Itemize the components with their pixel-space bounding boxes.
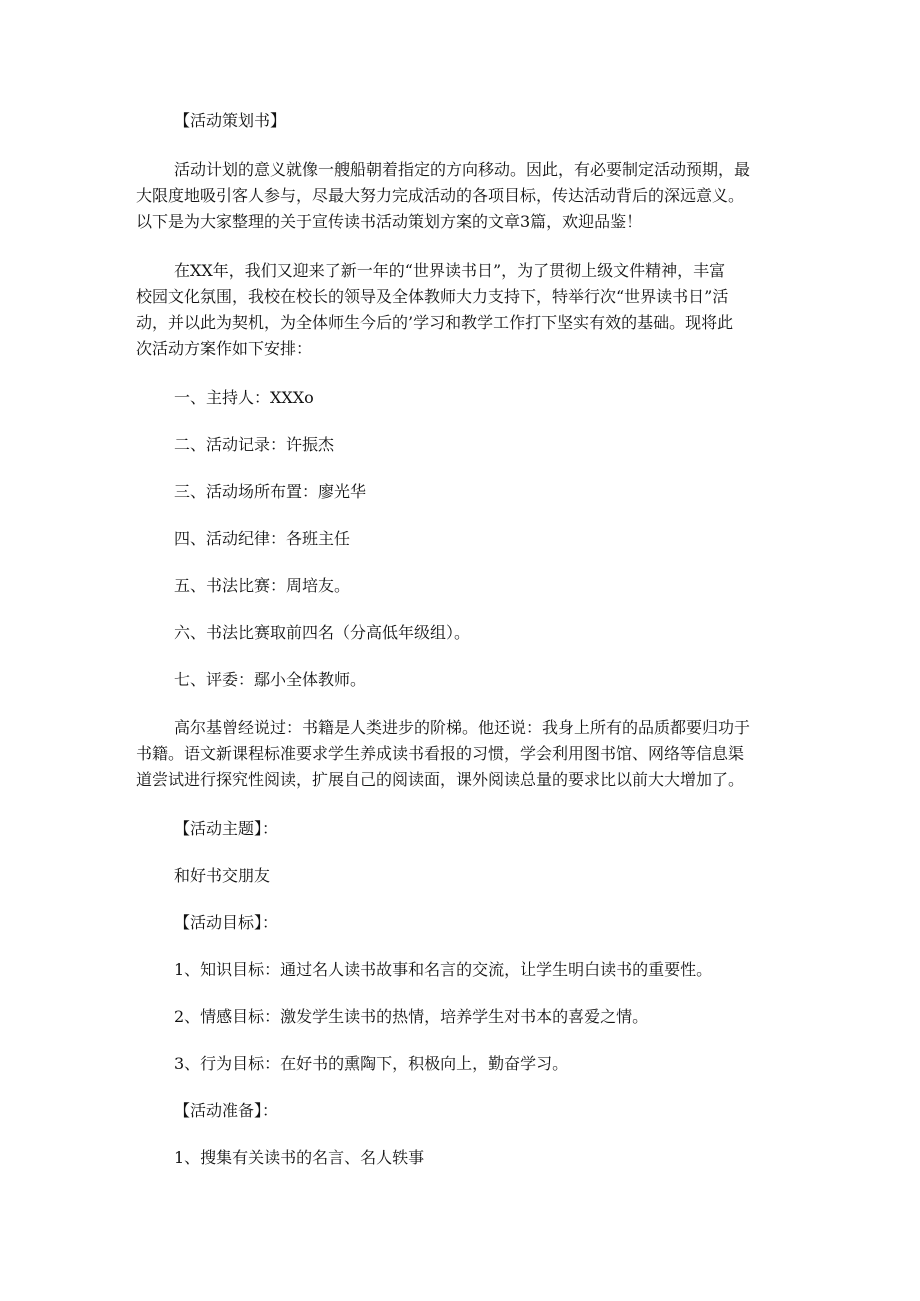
arrangement-6: 六、书法比赛取前四名（分高低年级组）。 (174, 623, 471, 642)
arrangement-1: 一、主持人：XXXo (174, 388, 314, 407)
arrangement-5: 五、书法比赛：周培友。 (174, 576, 351, 595)
goals-heading: 【活动目标】： (174, 913, 279, 932)
para3-line-1: 高尔基曾经说过：书籍是人类进步的阶梯。他还说：我身上所有的品质都要归功于 (174, 718, 751, 737)
prep-item-1: 1、搜集有关读书的名言、名人轶事 (174, 1148, 425, 1167)
prep-heading: 【活动准备】： (174, 1101, 279, 1120)
intro-line-3: 以下是为大家整理的关于宣传读书活动策划方案的文章3篇，欢迎品鉴！ (136, 212, 643, 231)
goal-2: 2、情感目标：激发学生读书的热情，培养学生对书本的喜爱之情。 (174, 1007, 649, 1026)
para3-line-2: 书籍。语文新课程标准要求学生养成读书看报的习惯，学会利用图书馆、网络等信息渠 (136, 744, 745, 763)
goal-3: 3、行为目标：在好书的熏陶下，积极向上，勤奋学习。 (174, 1054, 569, 1073)
doc-heading: 【活动策划书】 (174, 111, 287, 130)
arrangement-3: 三、活动场所布置：廖光华 (174, 482, 367, 501)
theme-heading: 【活动主题】： (174, 819, 279, 838)
goal-1: 1、知识目标：通过名人读书故事和名言的交流，让学生明白读书的重要性。 (174, 960, 713, 979)
arrangement-2: 二、活动记录：许振杰 (174, 435, 335, 454)
para2-line-2: 校园文化氛围，我校在校长的领导及全体教师大力支持下，特举行次“世界读书日”活 (136, 287, 729, 306)
intro-line-2: 大限度地吸引客人参与，尽最大努力完成活动的各项目标，传达活动背后的深远意义。 (136, 186, 745, 205)
para2-line-1: 在XX年，我们又迎来了新一年的“世界读书日”，为了贯彻上级文件精神，丰富 (174, 261, 726, 280)
para3-line-3: 道尝试进行探究性阅读，扩展自己的阅读面，课外阅读总量的要求比以前大大增加了。 (136, 770, 745, 789)
intro-line-1: 活动计划的意义就像一艘船朝着指定的方向移动。因此，有必要制定活动预期，最 (174, 160, 751, 179)
arrangement-7: 七、评委：鄢小全体教师。 (174, 670, 367, 689)
para2-line-4: 次活动方案作如下安排： (136, 339, 313, 358)
para2-line-3: 动，并以此为契机，为全体师生今后的’学习和教学工作打下坚实有效的基础。现将此 (136, 313, 734, 332)
arrangement-4: 四、活动纪律：各班主任 (174, 529, 351, 548)
theme-text: 和好书交朋友 (174, 866, 271, 885)
